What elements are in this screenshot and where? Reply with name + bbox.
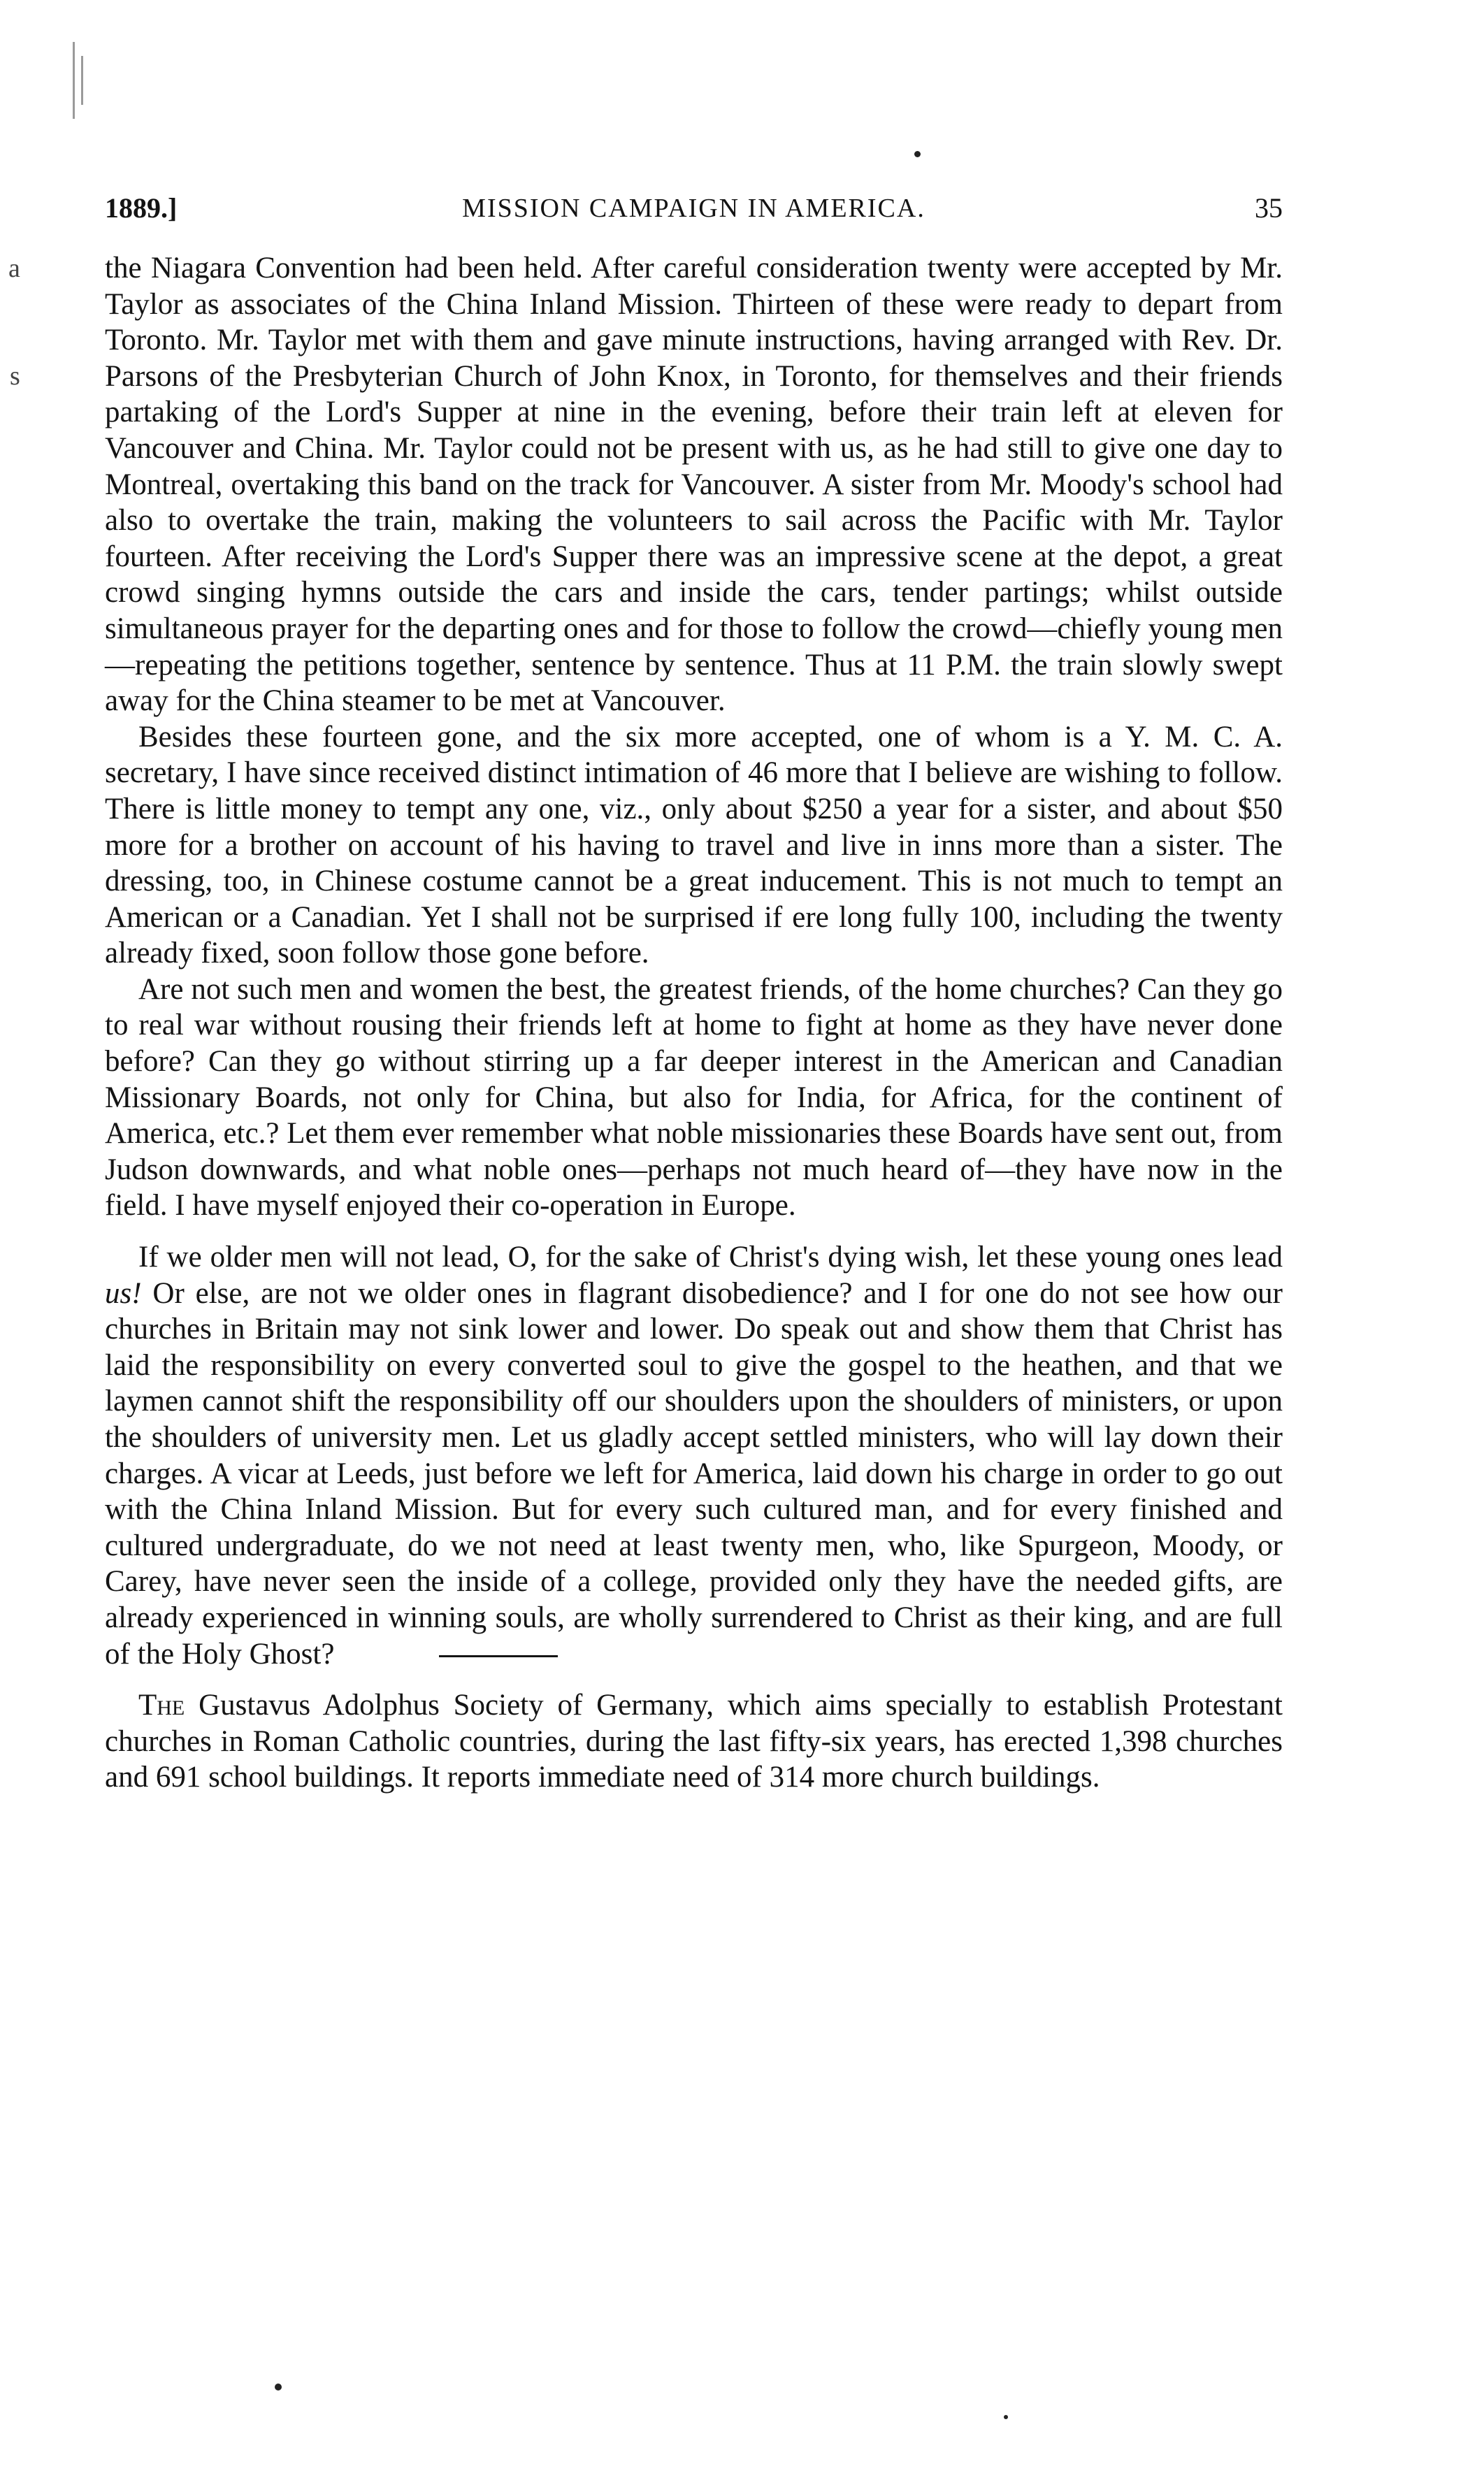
- ink-speck: [914, 151, 921, 157]
- running-title: MISSION CAMPAIGN IN AMERICA.: [462, 194, 925, 223]
- paragraph: Are not such men and women the best, the greatest friends, of the home churches? Can they go to real war without rousing their friends left at home to fight at home as they have never done before? Can they go without stirring up a far deeper interest in the American and Canadian Missionary Boards, not only for China, but also for India, for Africa, for the continent of America, etc.? Let them ever remember what noble missionaries these Boards have sent out, from Judson downwards, and what noble ones—perhaps not much heard of—they have now in the field. I have myself enjoyed their co-operation in Europe.: [105, 972, 1283, 1223]
- ink-speck: [1004, 2415, 1008, 2419]
- margin-letter: s: [10, 361, 20, 391]
- ink-speck: [275, 2384, 282, 2391]
- scan-edge-mark: [81, 56, 83, 105]
- paragraph-text: Gustavus Adolphus Society of Germany, which aims specially to establish Protestant churches in Roman Catholic countries, during the last fifty-six years, has erected 1,398 churches and 691 school buildings. It reports immediate need of 314 more church buildings.: [105, 1689, 1283, 1794]
- lead-word: The: [138, 1689, 185, 1722]
- paragraph-text: Or else, are not we older ones in flagrant disobedience? and I for one do not see how our churches in Britain may not sink lower and lower. Do speak out and show them that Christ has laid the responsibility on every converted soul to give the gospel to the heathen, and that we laymen cannot shift the responsibility off our shoulders upon the shoulders of ministers, or upon the shoulders of university men. Let us gladly accept settled ministers, who will lay down their charges. A vicar at Leeds, just before we left for America, laid down his charge in order to go out with the China Inland Mission. But for every such cultured man, and for every finished and cultured undergraduate, do we not need at least twenty men, who, like Spurgeon, Moody, or Carey, have never seen the inside of a college, provided only they have the needed gifts, are already experienced in winning souls, are wholly surrendered to Christ as their king, and are full of the Holy Ghost?: [105, 1276, 1283, 1671]
- paragraph: [105, 1687, 1283, 1796]
- italic-text: us!: [105, 1276, 142, 1310]
- paragraph: [105, 1239, 1283, 1672]
- page-number: 35: [1255, 192, 1283, 224]
- scan-edge-mark: [73, 42, 75, 119]
- paragraph-text: If we older men will not lead, O, for the sake of Christ's dying wish, let these young ones lead: [138, 1241, 1283, 1274]
- body-text: [105, 250, 1283, 1796]
- running-header: [105, 187, 1283, 229]
- margin-letter: a: [8, 254, 20, 283]
- section-divider: [439, 1655, 558, 1657]
- paragraph: Besides these fourteen gone, and the six more accepted, one of whom is a Y. M. C. A. secretary, I have since received distinct intimation of 46 more that I believe are wishing to follow. There is little money to tempt any one, viz., only about $250 a year for a sister, and about $50 more for a brother on account of his having to travel and live in inns more than a sister. The dressing, too, in Chinese costume cannot be a great inducement. This is not much to tempt an American or a Canadian. Yet I shall not be surprised if ere long fully 100, including the twenty already fixed, soon follow those gone before.: [105, 720, 1283, 970]
- paragraph: the Niagara Convention had been held. After careful consideration twenty were accepted by Mr. Taylor as associates of the China Inland Mission. Thirteen of these were ready to depart from Toronto. Mr. Taylor met with them and gave minute instructions, having arranged with Rev. Dr. Parsons of the Presbyterian Church of John Knox, in Toronto, for themselves and their friends partaking of the Lord's Supper at nine in the evening, before their train left at eleven for Vancouver and China. Mr. Taylor could not be present with us, as he had still to give one day to Montreal, overtaking this band on the track for Vancouver. A sister from Mr. Moody's school had also to overtake the train, making the volunteers to sail across the Pacific with Mr. Taylor fourteen. After receiving the Lord's Supper there was an impressive scene at the depot, a great crowd singing hymns outside the cars and inside the cars, tender partings; whilst outside simultaneous prayer for the departing ones and for those to follow the crowd—chiefly young men—repeating the petitions together, sentence by sentence. Thus at 11 P.M. the train slowly swept away for the China steamer to be met at Vancouver.: [105, 252, 1283, 718]
- header-year: 1889.]: [105, 192, 178, 224]
